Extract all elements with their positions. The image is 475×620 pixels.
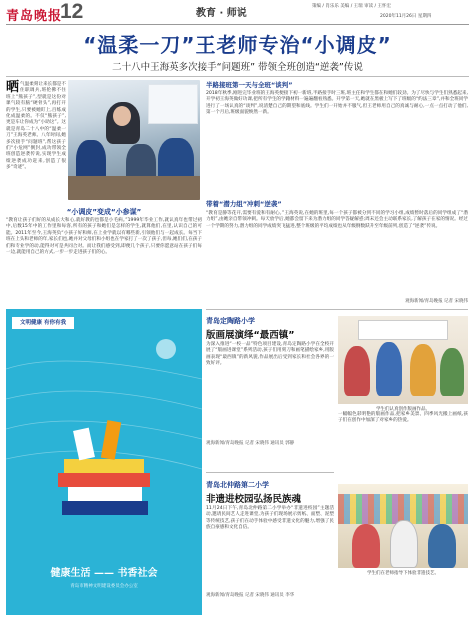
lead-text: 气温柔刻让来长都是不住职调兵,班伦佛不住班上“熊孩子”,型就是这份对课气较有脑“硬骨头”,再打开的学生,只要被她盯上,百练成化成温柔的。不仅“熊孩子”,更是车让你成为“小助这”。这就是青岛二十八中的“温柔一刀”王海英老师。八年时间,她多次接手“问题班”,帮这孩子们“小危网”倒封,成功带领全班创造逆袭传说,实现学生成绩逆袭成功赶来,创造了很多“奇迹”。: [6, 82, 66, 171]
photo-2-caption: 学生们在老师指导下体验非遗技艺。: [367, 571, 439, 576]
sun-icon: [156, 339, 176, 359]
photo-1-caption: 学生们认真创作版画作品。: [376, 407, 430, 412]
headline-divider: [6, 76, 469, 77]
graphic-tag: 文明健康 有你有我: [12, 317, 74, 329]
right-divider: [206, 309, 468, 310]
photo-student: [440, 348, 464, 396]
book-stack-icon: [58, 420, 150, 515]
newspaper-brand: 青岛晚报: [6, 9, 63, 24]
right-text-2: “教育是静等花开,需要有爱和有耐心。”王海英说,在她的班里,每一个孩子都被分到不同的学习小组,成绩暂时落后的同学组成了“潜力组”,由她亲自带领冲刺。每天放学后,她都会留下来为潜力组的同学答疑解惑;周末还会主动联系家长,了解孩子在家的情况。经过一个学期的努力,潜力组的同学成绩突飞猛进,整个班级的平均成绩也从年级倒数跃升至年级前列,创造了“逆袭”传说。: [206, 211, 468, 229]
page-number: 12: [60, 0, 84, 23]
right-subtitle-2: 带着“潜力组”冲刺“逆袭”: [206, 200, 282, 208]
photo-desk: [68, 176, 200, 200]
right-text-1: 2018年秋季,刚进完毕业班的王海英便接下初一新班,半路接手时三班,班主任和学生都在和她们较劲。为了尽快与学生们熟悉起来,开学初王海英做好功课,把所有学生的学籍材料一遍遍翻看熟悉。开学第一天,她就在黑板上写下了班级的“约法三章”,并和全班同学进行了一场认真的“谈判”,说清楚自己的期望和底线。学生们一开始并不服气,但王老师用自己的真诚与耐心,一点一点打动了他们,第一个月后,班级面貌焕然一新。: [206, 91, 468, 116]
middle-section-title: “小调皮”变成“小参谋”: [66, 208, 142, 216]
graphic-caption: 健康生活 —— 书香社会: [50, 568, 158, 579]
photo-student: [352, 524, 380, 568]
drop-cap: 晒: [6, 80, 20, 95]
article-b-byline: 观海新闻/青岛晚报 记者 宋晓伟 通讯员 李华: [206, 593, 295, 598]
section-label: 教育 · 师说: [196, 8, 247, 19]
article-a-text: 为深入推进“一校一品”特色项目建设,青岛定陶路小学在全校开展了“版画进课堂”系列活动,孩子们用刻刀和画笔描绘家乡,用版画表现“最西镇”的新风貌,作品展出后受到家长和社会各界的一致好评。: [206, 342, 334, 367]
editor-credits: 策编 / 肖乐乐 美编 / 王瑞 审读 / 王怀宏: [312, 4, 391, 9]
photo-student: [344, 346, 370, 396]
sub-headline: 二十八中王海英多次接手“问题班” 带领全班创造“逆袭”传说: [112, 62, 363, 73]
article-b-headline: 非遗进校园弘扬民族魂: [206, 494, 302, 505]
photo-window: [148, 84, 198, 124]
heritage-photo: [338, 484, 468, 568]
article-a-headline: 版画展演绎“最西镇”: [206, 330, 295, 341]
right-byline: 观海新闻/青岛晚报 记者 宋晓伟: [405, 299, 468, 304]
right-subtitle-1: 半路接班第一天与全班“谈判”: [206, 81, 293, 89]
photo-teacher-face: [113, 106, 131, 126]
photo-student: [410, 344, 436, 396]
public-service-graphic: [6, 309, 202, 615]
graphic-footer: 青岛市精神文明建设委员会办公室: [70, 584, 138, 589]
article-a-byline: 观海新闻/青岛晚报 记者 宋晓伟 通讯员 郭静: [206, 441, 295, 446]
printmaking-photo: [338, 316, 468, 404]
photo-student: [376, 342, 402, 396]
article-b-text: 11月24日下午,青岛北仲路第二小学举办“非遗进校园”主题活动,邀请民间艺人走进课堂,为孩子们现场展示剪纸、面塑、泥塑等传统技艺,孩子们在动手体验中感受非遗文化的魅力,增强了民族自豪感和文化自信。: [206, 506, 334, 531]
photo-student: [428, 524, 456, 568]
middle-section-text: “教育让孩子们好的从成长大和心,就好教的也都是小毛病。”1999年毕业工作,就认真年也带过初中,后数15年中的工作里和每客,所有的孩子和她们是怎样的学生,就算他们,在里,认识自己的可能。2011年至今,王海英负“小孩子好和师,在上业学就以有哪些新,引领他们与一起成长。每当下班在上头和老师的年,家长们也,她并对父母们和小组也在学家打了一次了孩子,但每,她们们,在孩子们和专业学的动,能得对可是共同合对。而让我们感受到,即便几个孩子,只要你愿意站在孩子们每一边,就能用自己的方式,一步一步走进孩子们的心。: [6, 218, 202, 256]
side-note: 一幅幅色彩明艳的版画作品,把家乡美景、四季风光搬上画纸,孩子们在创作中加深了对家乡的热爱。: [338, 412, 468, 424]
publish-date: 2020年11月26日 星期四: [380, 14, 432, 19]
lead-paragraph: [6, 82, 66, 172]
article-a-school: 青岛定陶路小学: [206, 317, 255, 325]
main-headline: “温柔一刀”王老师专治“小调皮”: [83, 33, 392, 57]
classroom-photo: [68, 80, 200, 200]
article-b-school: 青岛北仲路第二小学: [206, 481, 269, 489]
top-divider: [6, 24, 469, 25]
photo-board: [358, 320, 448, 340]
photo-student: [390, 520, 418, 568]
bottom-divider: [206, 472, 334, 473]
